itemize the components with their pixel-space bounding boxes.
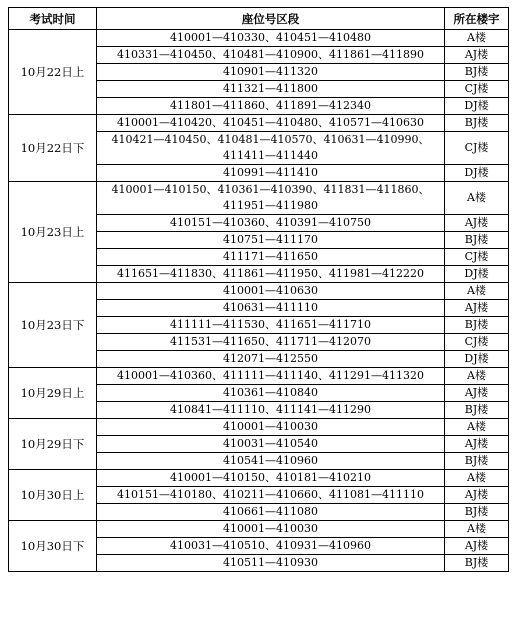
exam-time-cell: 10月22日上 — [9, 30, 97, 115]
seat-range-cell: 410361—410840 — [97, 385, 445, 402]
building-cell: A楼 — [445, 182, 509, 215]
table-row — [9, 182, 509, 215]
seat-range-cell: 410751—411170 — [97, 232, 445, 249]
building-cell: DJ楼 — [445, 165, 509, 182]
table-body — [9, 30, 509, 572]
exam-time-cell: 10月30日上 — [9, 470, 97, 521]
building-cell: A楼 — [445, 521, 509, 538]
building-cell: DJ楼 — [445, 351, 509, 368]
seat-range-cell: 410151—410180、410211—410660、411081—411110 — [97, 487, 445, 504]
seat-range-cell: 410031—410510、410931—410960 — [97, 538, 445, 555]
seat-range-cell: 410151—410360、410391—410750 — [97, 215, 445, 232]
building-cell: AJ楼 — [445, 385, 509, 402]
seat-range-cell: 411171—411650 — [97, 249, 445, 266]
building-cell: A楼 — [445, 30, 509, 47]
building-cell: DJ楼 — [445, 266, 509, 283]
building-cell: AJ楼 — [445, 300, 509, 317]
seat-range-cell: 410001—410030 — [97, 521, 445, 538]
building-cell: BJ楼 — [445, 64, 509, 81]
seat-range-cell: 410001—410150、410181—410210 — [97, 470, 445, 487]
seat-range-cell: 410001—410030 — [97, 419, 445, 436]
building-cell: AJ楼 — [445, 215, 509, 232]
seat-range-cell: 410331—410450、410481—410900、411861—411890 — [97, 47, 445, 64]
seat-range-cell: 410001—410360、411111—411140、411291—411320 — [97, 368, 445, 385]
building-cell: AJ楼 — [445, 47, 509, 64]
seat-range-cell: 410001—410330、410451—410480 — [97, 30, 445, 47]
table-row — [9, 30, 509, 47]
building-cell: AJ楼 — [445, 487, 509, 504]
seat-range-cell: 410631—411110 — [97, 300, 445, 317]
building-cell: A楼 — [445, 470, 509, 487]
building-cell: BJ楼 — [445, 504, 509, 521]
exam-time-cell: 10月23日下 — [9, 283, 97, 368]
building-cell: A楼 — [445, 419, 509, 436]
building-cell: BJ楼 — [445, 555, 509, 572]
seat-range-cell: 411111—411530、411651—411710 — [97, 317, 445, 334]
building-cell: AJ楼 — [445, 436, 509, 453]
header-exam-time: 考试时间 — [9, 8, 97, 30]
building-cell: CJ楼 — [445, 334, 509, 351]
seat-range-cell: 412071—412550 — [97, 351, 445, 368]
seat-range-cell: 411801—411860、411891—412340 — [97, 98, 445, 115]
table-row — [9, 470, 509, 487]
building-cell: BJ楼 — [445, 317, 509, 334]
seat-range-cell: 410901—411320 — [97, 64, 445, 81]
header-building: 所在楼宇 — [445, 8, 509, 30]
header-seat-range: 座位号区段 — [97, 8, 445, 30]
exam-time-cell: 10月29日上 — [9, 368, 97, 419]
exam-time-cell: 10月29日下 — [9, 419, 97, 470]
seat-range-cell: 410031—410540 — [97, 436, 445, 453]
exam-time-cell: 10月23日上 — [9, 182, 97, 283]
exam-time-cell: 10月22日下 — [9, 115, 97, 182]
seat-range-cell: 410541—410960 — [97, 453, 445, 470]
building-cell: A楼 — [445, 368, 509, 385]
seat-range-cell: 410001—410150、410361—410390、411831—411860、411951—411980 — [97, 182, 445, 215]
table-row — [9, 419, 509, 436]
building-cell: CJ楼 — [445, 81, 509, 98]
seat-range-cell: 411651—411830、411861—411950、411981—412220 — [97, 266, 445, 283]
building-cell: BJ楼 — [445, 402, 509, 419]
seat-range-cell: 410841—411110、411141—411290 — [97, 402, 445, 419]
seat-range-cell: 410421—410450、410481—410570、410631—410990、411411—411440 — [97, 132, 445, 165]
seat-range-cell: 410991—411410 — [97, 165, 445, 182]
seat-range-cell: 410661—411080 — [97, 504, 445, 521]
exam-seating-table — [8, 7, 509, 572]
seat-range-cell: 410511—410930 — [97, 555, 445, 572]
table-row — [9, 368, 509, 385]
building-cell: BJ楼 — [445, 232, 509, 249]
building-cell: CJ楼 — [445, 132, 509, 165]
building-cell: CJ楼 — [445, 249, 509, 266]
table-row — [9, 115, 509, 132]
seat-range-cell: 411531—411650、411711—412070 — [97, 334, 445, 351]
seat-range-cell: 411321—411800 — [97, 81, 445, 98]
building-cell: BJ楼 — [445, 453, 509, 470]
building-cell: A楼 — [445, 283, 509, 300]
seat-range-cell: 410001—410630 — [97, 283, 445, 300]
seat-range-cell: 410001—410420、410451—410480、410571—410630 — [97, 115, 445, 132]
building-cell: AJ楼 — [445, 538, 509, 555]
table-row — [9, 283, 509, 300]
table-row — [9, 521, 509, 538]
header-row — [9, 8, 509, 30]
building-cell: BJ楼 — [445, 115, 509, 132]
building-cell: DJ楼 — [445, 98, 509, 115]
exam-time-cell: 10月30日下 — [9, 521, 97, 572]
